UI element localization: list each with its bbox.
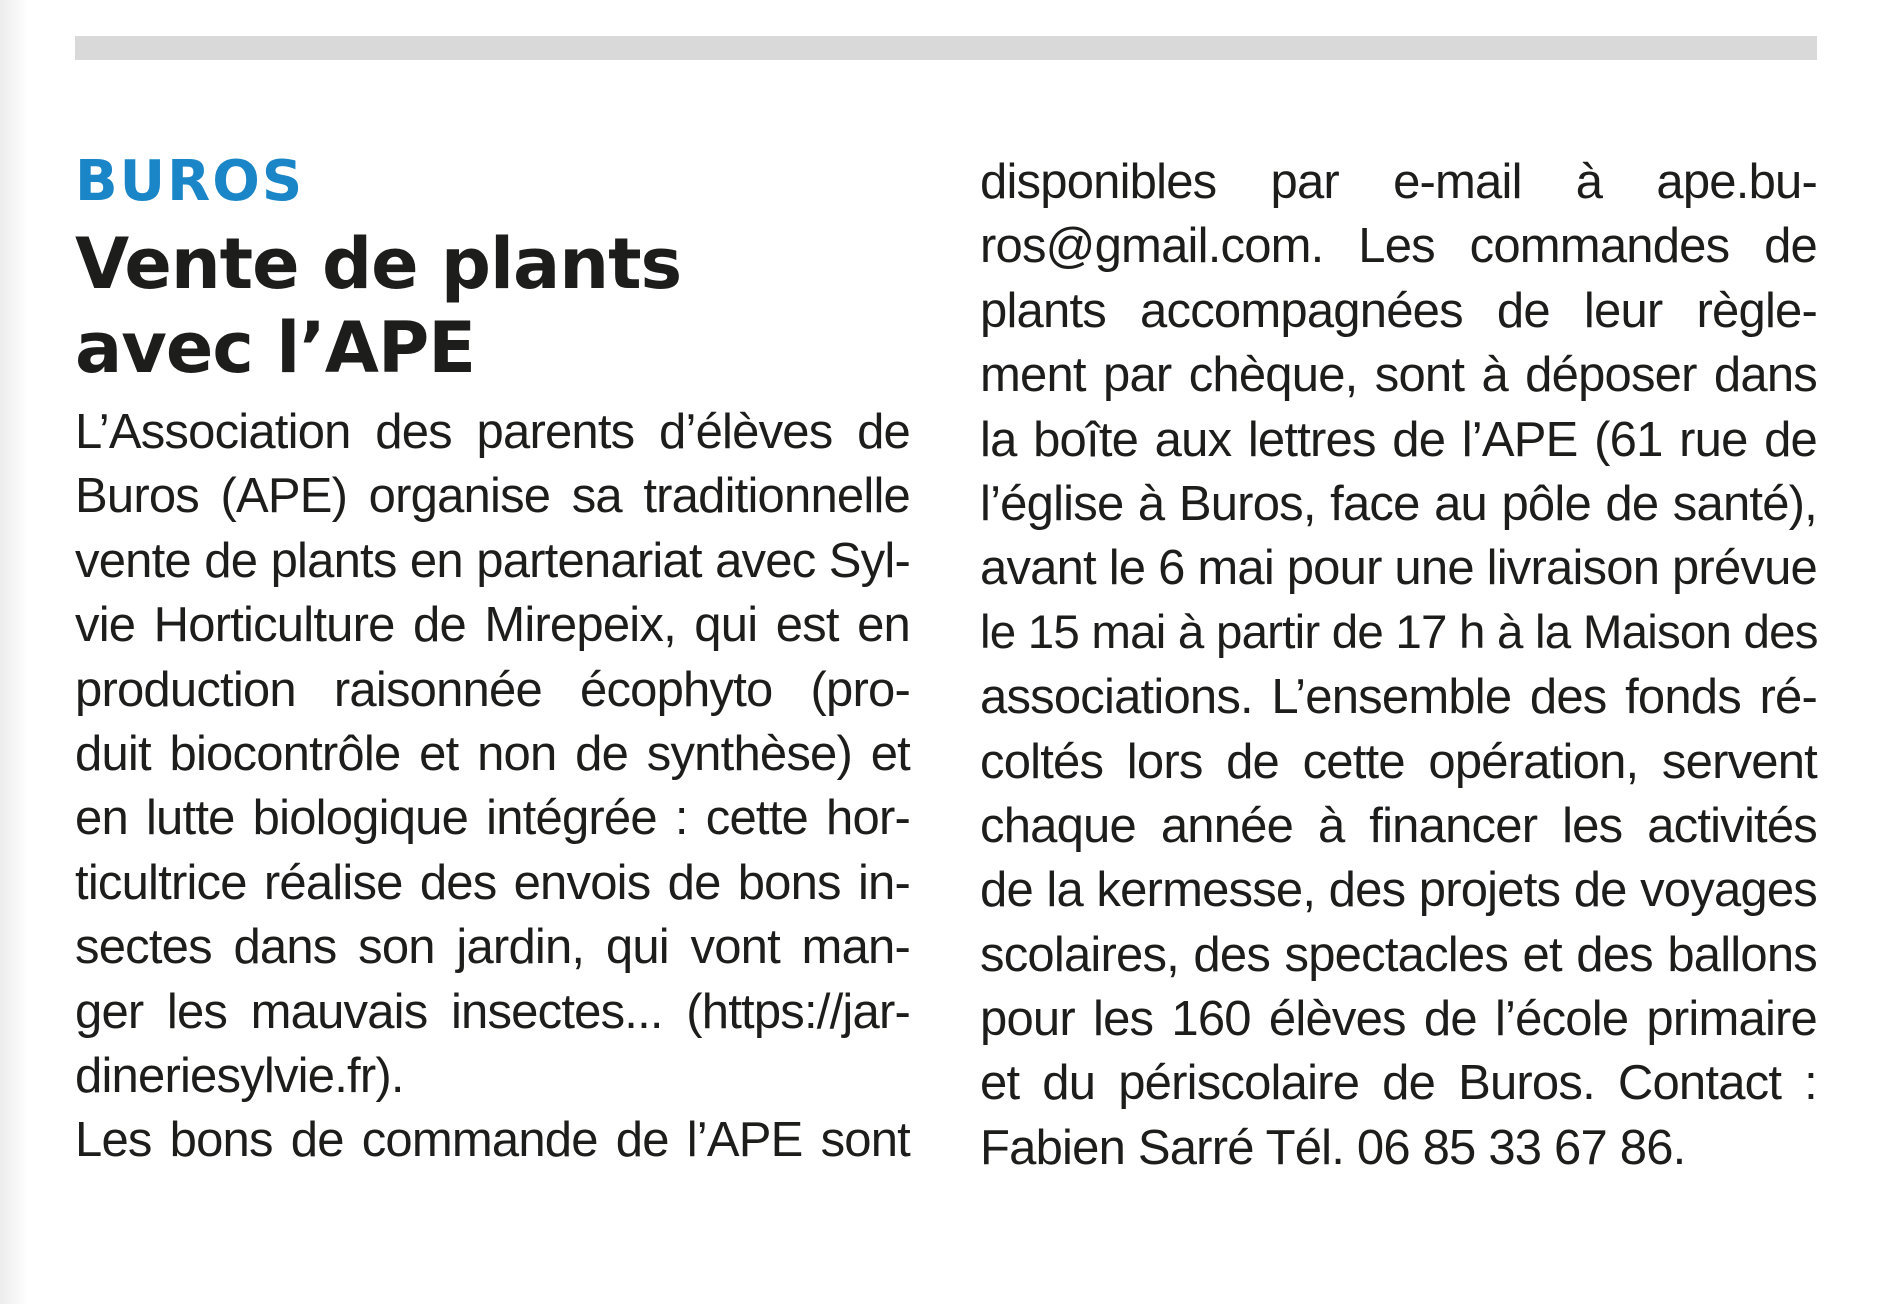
body-line: de la kermesse, des projets de voyages	[980, 863, 1817, 918]
right-column	[980, 150, 1817, 1180]
left-column	[75, 150, 910, 1173]
body-line: pour les 160 élèves de l’école primaire	[980, 992, 1817, 1047]
body-line: Les bons de commande de l’APE sont	[75, 1113, 910, 1168]
left-column-body	[75, 400, 910, 1173]
article-headline	[75, 222, 910, 390]
body-line: l’église à Buros, face au pôle de santé),	[980, 476, 1817, 531]
headline-line: avec l’APE	[75, 307, 476, 389]
headline-line: Vente de plants	[75, 223, 682, 305]
body-line: vie Horticulture de Mirepeix, qui est en	[75, 598, 910, 653]
body-line: duit biocontrôle et non de synthèse) et	[75, 726, 910, 781]
body-line: en lutte biologique intégrée : cette hor-	[75, 791, 910, 846]
body-line: vente de plants en partenariat avec Syl-	[75, 533, 910, 588]
body-line: ment par chèque, sont à déposer dans	[980, 348, 1817, 403]
body-line: ger les mauvais insectes... (https://jar-	[75, 984, 910, 1039]
body-line: L’Association des parents d’élèves de	[75, 405, 910, 459]
body-line: Buros (APE) organise sa traditionnelle	[75, 469, 910, 524]
body-line: disponibles par e-mail à ape.bu-	[980, 155, 1817, 209]
body-line: plants accompagnées de leur règle-	[980, 283, 1817, 338]
body-line: Fabien Sarré Tél. 06 85 33 67 86.	[980, 1120, 1686, 1175]
body-line: avant le 6 mai pour une livraison prévue	[980, 541, 1817, 596]
body-line: coltés lors de cette opération, servent	[980, 734, 1817, 789]
body-line: dineriesylvie.fr).	[75, 1048, 404, 1103]
top-rule	[75, 36, 1817, 60]
body-line: et du périscolaire de Buros. Contact :	[980, 1056, 1817, 1111]
body-line: scolaires, des spectacles et des ballons	[980, 927, 1817, 982]
body-line: le 15 mai à partir de 17 h à la Maison des	[980, 605, 1818, 659]
body-line: production raisonnée écophyto (pro-	[75, 662, 910, 717]
body-line: la boîte aux lettres de l’APE (61 rue de	[980, 412, 1817, 467]
body-line: ros@gmail.com. Les commandes de	[980, 219, 1817, 274]
body-line: chaque année à financer les activités	[980, 798, 1817, 853]
body-line: ticultrice réalise des envois de bons in-	[75, 855, 910, 910]
page-edge-shadow	[0, 0, 28, 1304]
body-line: associations. L’ensemble des fonds ré-	[980, 670, 1817, 725]
body-line: sectes dans son jardin, qui vont man-	[75, 920, 910, 975]
article-kicker: BUROS	[75, 149, 305, 214]
